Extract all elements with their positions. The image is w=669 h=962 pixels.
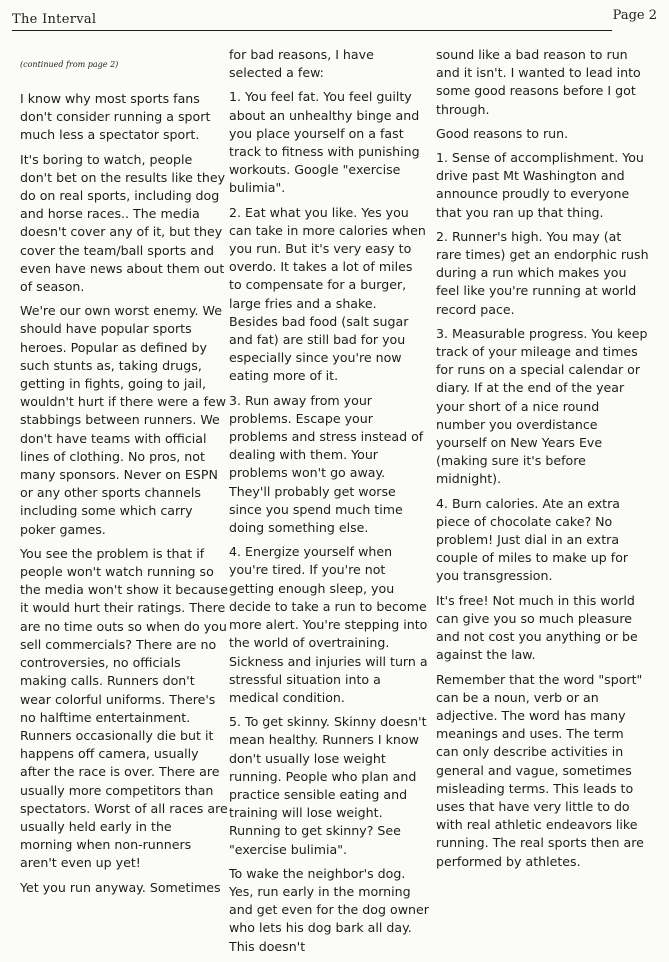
paragraph: To wake the neighbor's dog. Yes, run early in the morning and get even for the dog owner who lets his dog bark all day. This doesn't bbox=[229, 865, 429, 954]
column-2 bbox=[229, 46, 429, 962]
paragraph: It's free! Not much in this world can give you so much pleasure and not cost you anything or be against the law. bbox=[436, 592, 638, 663]
continued-note: (continued from page 2) bbox=[20, 60, 119, 69]
page-header bbox=[12, 8, 657, 32]
list-item: 1. You feel fat. You feel guilty about an unhealthy binge and you place yourself on a fast track to fitness with punishing workouts. Google "exercise bulimia". bbox=[229, 89, 420, 196]
paragraph: for bad reasons, I have selected a few: bbox=[229, 47, 374, 81]
column-1 bbox=[20, 46, 228, 903]
page-number: Page 2 bbox=[612, 8, 657, 23]
header-rule bbox=[12, 30, 612, 31]
column-3 bbox=[436, 46, 650, 877]
list-item: 4. Energize yourself when you're tired. If you're not getting enough sleep, you decide to take a run to become more alert. You're stepping into the world of overtraining. Sickness and injuries will turn a stressful situation into a medical condition. bbox=[229, 544, 428, 705]
list-item: 4. Burn calories. Ate an extra piece of chocolate cake? No problem! Just dial in an extra couple of miles to make up for you transgression. bbox=[436, 495, 629, 584]
list-item: 3. Measurable progress. You keep track of your mileage and times for runs on a special calendar or diary. If at the end of the year your short of a nice round number you overdistance yourself on New Years Eve (making sure it's before midnight). bbox=[436, 325, 648, 487]
list-item: 2. Eat what you like. Yes you can take in more calories when you run. But it's very easy to overdo. It takes a lot of miles to compensate for a burger, large fries and a shake. Besides bad food (salt sugar and fat) are still bad for you especially since you're now eating more of it. bbox=[229, 204, 426, 384]
list-item: 3. Run away from your problems. Escape your problems and stress instead of dealing with them. Your problems won't go away. They'll probably get worse since you spend much time doing something else. bbox=[229, 392, 424, 536]
list-item: 2. Runner's high. You may (at rare times) get an endorphic rush during a run which makes you feel like you're running at world record pace. bbox=[436, 228, 649, 317]
paragraph: sound like a bad reason to run and it isn't. I wanted to lead into some good reasons before I got through. bbox=[436, 47, 641, 117]
paragraph: Yet you run anyway. Sometimes bbox=[20, 879, 221, 895]
paragraph: I know why most sports fans don't consider running a sport much less a spectator sport. bbox=[20, 91, 211, 143]
list-item: 1. Sense of accomplishment. You drive past Mt Washington and announce proudly to everyone that you ran up that thing. bbox=[436, 150, 644, 220]
paragraph: Remember that the word "sport" can be a noun, verb or an adjective. The word has many meanings and uses. The term can only describe activities in general and vague, sometimes misleading terms. This leads to uses that have very little to do with real athletic endeavors like running. The real sports then are performed by athletes. bbox=[436, 671, 644, 869]
paragraph: We're our own worst enemy. We should have popular sports heroes. Popular as defined by such stunts as, taking drugs, getting in fights, going to jail, wouldn't hurt if there were a few stabbings between runners. We don't have teams with official lines of clothing. No pros, not many sponsors. Never on ESPN or any other sports channels including some which carry poker games. bbox=[20, 303, 227, 537]
list-item: 5. To get skinny. Skinny doesn't mean healthy. Runners I know don't usually lose weight running. People who plan and practice sensible eating and training will lose weight. Running to get skinny? See "exercise bulimia". bbox=[229, 714, 427, 857]
section-heading: Good reasons to run. bbox=[436, 125, 569, 141]
publication-title: The Interval bbox=[12, 12, 97, 27]
paragraph: You see the problem is that if people won't watch running so the media won't show it because it would hurt their ratings. There are no time outs so when do you sell commercials? There are no controversies, no officials making calls. Runners don't wear colorful uniforms. There's no halftime entertainment. Runners occasionally die but it happens off camera, usually after the race is over. There are usually more competitors than spectators. Worst of all races are usually held early in the morning when non-runners aren't even up yet! bbox=[20, 545, 228, 871]
paragraph: It's boring to watch, people don't bet on the results like they do on real sports, including dog and horse races.. The media doesn't cover any of it, but they cover the team/ball sports and even have news about them out of season. bbox=[20, 151, 226, 295]
